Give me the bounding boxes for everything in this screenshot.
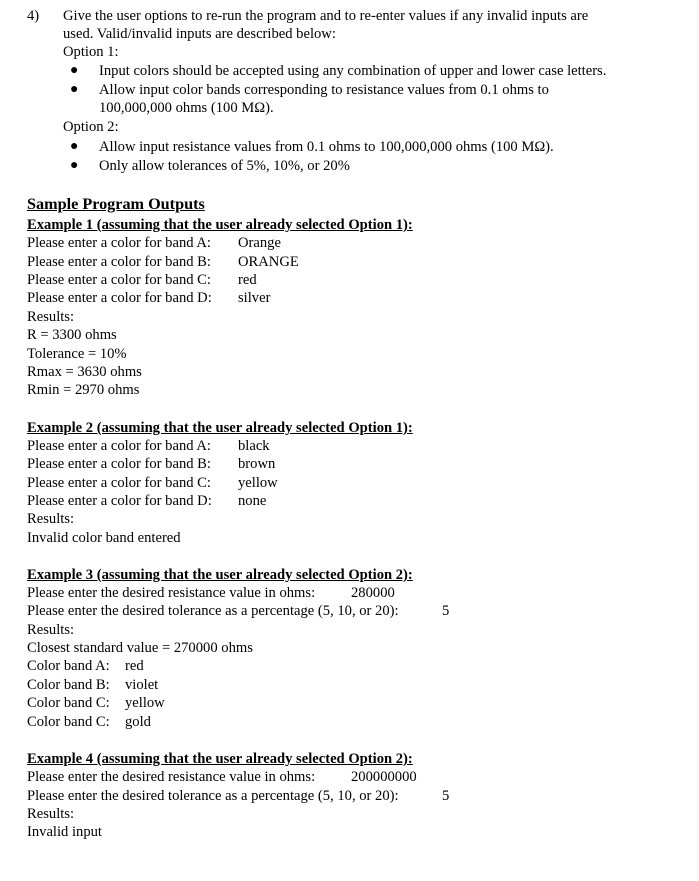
intro-line-2: used. Valid/invalid inputs are described below: xyxy=(63,26,336,42)
example4-results-label: Results: xyxy=(27,806,75,822)
intro-line-1: Give the user options to re-run the program and to re-enter values if any invalid inputs are xyxy=(63,8,589,24)
example2-line: Please enter a color for band D: none xyxy=(27,493,267,509)
example3-band: Color band C: yellow xyxy=(27,695,165,711)
example1-title: Example 1 (assuming that the user already selected Option 1): xyxy=(27,217,413,233)
item-number: 4) xyxy=(27,8,40,24)
example1-result: Rmax = 3630 ohms xyxy=(27,364,142,380)
example2-line: Please enter a color for band A: black xyxy=(27,438,270,454)
option2-label: Option 2: xyxy=(63,119,119,135)
example3-band: Color band C: gold xyxy=(27,714,151,730)
example3-result: Closest standard value = 270000 ohms xyxy=(27,640,253,656)
bullet-icon: ● xyxy=(70,82,79,97)
bullet-icon: ● xyxy=(70,63,79,78)
example3-results-label: Results: xyxy=(27,622,75,638)
example4-title: Example 4 (assuming that the user already selected Option 2): xyxy=(27,751,413,767)
example4-result: Invalid input xyxy=(27,824,102,840)
example1-results-label: Results: xyxy=(27,309,75,325)
example3-line: Please enter the desired tolerance as a percentage (5, 10, or 20): 5 xyxy=(27,603,450,619)
example2-results-label: Results: xyxy=(27,511,75,527)
bullet-icon: ● xyxy=(70,158,79,173)
option1-label: Option 1: xyxy=(63,44,119,60)
example1-line: Please enter a color for band A: Orange xyxy=(27,235,281,251)
example2-line: Please enter a color for band B: brown xyxy=(27,456,276,472)
example2-title: Example 2 (assuming that the user already selected Option 1): xyxy=(27,420,413,436)
example4-line: Please enter the desired resistance value in ohms: 200000000 xyxy=(27,769,417,785)
example1-line: Please enter a color for band B: ORANGE xyxy=(27,254,299,270)
example3-title: Example 3 (assuming that the user already selected Option 2): xyxy=(27,567,413,583)
section-title: Sample Program Outputs xyxy=(27,195,205,213)
example3-line: Please enter the desired resistance value in ohms: 280000 xyxy=(27,585,395,601)
example2-result: Invalid color band entered xyxy=(27,530,181,546)
example4-line: Please enter the desired tolerance as a percentage (5, 10, or 20): 5 xyxy=(27,788,450,804)
bullet-icon: ● xyxy=(70,139,79,154)
example1-result: Tolerance = 10% xyxy=(27,346,127,362)
example2-line: Please enter a color for band C: yellow xyxy=(27,475,278,491)
example1-line: Please enter a color for band D: silver xyxy=(27,290,271,306)
example1-result: R = 3300 ohms xyxy=(27,327,117,343)
example1-result: Rmin = 2970 ohms xyxy=(27,382,140,398)
example1-line: Please enter a color for band C: red xyxy=(27,272,257,288)
example3-band: Color band A: red xyxy=(27,658,144,674)
example3-band: Color band B: violet xyxy=(27,677,159,693)
